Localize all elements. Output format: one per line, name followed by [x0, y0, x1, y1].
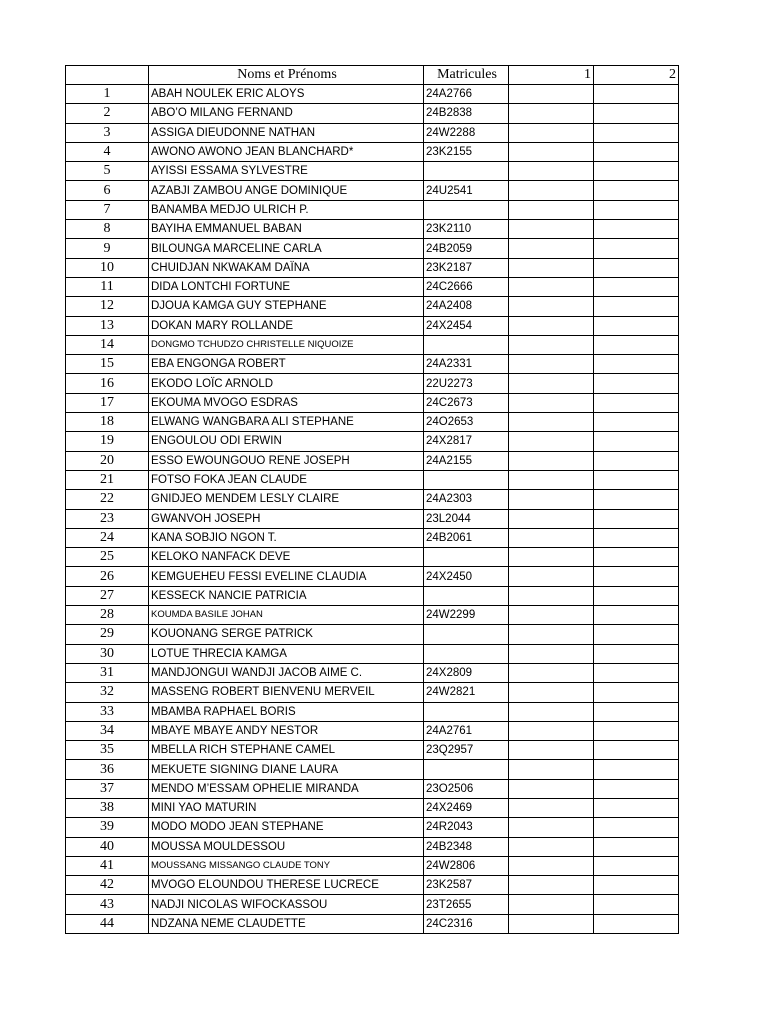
mark-cell-1 [509, 181, 594, 200]
table-row [66, 509, 679, 528]
student-matricule [424, 586, 509, 605]
row-number: 7 [66, 200, 149, 219]
student-matricule: 24R2043 [424, 818, 509, 837]
row-number: 15 [66, 355, 149, 374]
mark-cell-1 [509, 895, 594, 914]
mark-cell-1 [509, 316, 594, 335]
student-name: ESSO EWOUNGOUO RENE JOSEPH [149, 451, 424, 470]
row-number: 40 [66, 837, 149, 856]
row-number: 23 [66, 509, 149, 528]
table-row [66, 837, 679, 856]
student-matricule: 24A2155 [424, 451, 509, 470]
header-matricule: Matricules [424, 66, 509, 85]
student-matricule: 24W2288 [424, 123, 509, 142]
student-matricule: 24X2817 [424, 432, 509, 451]
mark-cell-1 [509, 432, 594, 451]
student-name: MOUSSANG MISSANGO CLAUDE TONY [149, 856, 424, 875]
row-number: 21 [66, 470, 149, 489]
mark-cell-1 [509, 85, 594, 104]
table-row [66, 586, 679, 605]
student-matricule: 23Q2957 [424, 741, 509, 760]
row-number: 27 [66, 586, 149, 605]
student-matricule: 24C2316 [424, 914, 509, 933]
row-number: 20 [66, 451, 149, 470]
table-row [66, 876, 679, 895]
table-row [66, 277, 679, 296]
student-name: KEMGUEHEU FESSI EVELINE CLAUDIA [149, 567, 424, 586]
student-name: DONGMO TCHUDZO CHRISTELLE NIQUOIZE [149, 335, 424, 354]
student-name: MINI YAO MATURIN [149, 798, 424, 817]
student-name: ABO’O MILANG FERNAND [149, 104, 424, 123]
mark-cell-1 [509, 413, 594, 432]
row-number: 14 [66, 335, 149, 354]
table-row [66, 895, 679, 914]
mark-cell-2 [594, 509, 679, 528]
student-matricule: 24A2303 [424, 490, 509, 509]
table-row [66, 663, 679, 682]
header-col-1: 1 [509, 66, 594, 85]
row-number: 22 [66, 490, 149, 509]
mark-cell-2 [594, 297, 679, 316]
header-number [66, 66, 149, 85]
student-name: BAYIHA EMMANUEL BABAN [149, 220, 424, 239]
row-number: 13 [66, 316, 149, 335]
mark-cell-2 [594, 258, 679, 277]
student-matricule: 24O2653 [424, 413, 509, 432]
row-number: 24 [66, 528, 149, 547]
student-matricule: 23L2044 [424, 509, 509, 528]
student-matricule: 22U2273 [424, 374, 509, 393]
table-row [66, 335, 679, 354]
student-matricule: 24A2761 [424, 721, 509, 740]
mark-cell-2 [594, 798, 679, 817]
student-name: MANDJONGUI WANDJI JACOB AIME C. [149, 663, 424, 682]
table-row [66, 702, 679, 721]
row-number: 37 [66, 779, 149, 798]
mark-cell-2 [594, 548, 679, 567]
row-number: 32 [66, 683, 149, 702]
student-name: AWONO AWONO JEAN BLANCHARD* [149, 142, 424, 161]
student-matricule: 24X2450 [424, 567, 509, 586]
mark-cell-2 [594, 683, 679, 702]
mark-cell-2 [594, 606, 679, 625]
mark-cell-1 [509, 663, 594, 682]
student-name: BILOUNGA MARCELINE CARLA [149, 239, 424, 258]
mark-cell-2 [594, 277, 679, 296]
student-matricule [424, 760, 509, 779]
mark-cell-1 [509, 509, 594, 528]
row-number: 36 [66, 760, 149, 779]
row-number: 44 [66, 914, 149, 933]
row-number: 29 [66, 625, 149, 644]
student-matricule [424, 470, 509, 489]
table-row [66, 741, 679, 760]
student-matricule: 24B2348 [424, 837, 509, 856]
row-number: 34 [66, 721, 149, 740]
table-row [66, 644, 679, 663]
student-matricule [424, 162, 509, 181]
student-matricule: 23T2655 [424, 895, 509, 914]
row-number: 43 [66, 895, 149, 914]
mark-cell-2 [594, 914, 679, 933]
mark-cell-1 [509, 162, 594, 181]
row-number: 28 [66, 606, 149, 625]
student-name: MVOGO ELOUNDOU THERESE LUCRECE [149, 876, 424, 895]
row-number: 11 [66, 277, 149, 296]
mark-cell-1 [509, 683, 594, 702]
student-name: EBA ENGONGA ROBERT [149, 355, 424, 374]
mark-cell-1 [509, 914, 594, 933]
row-number: 2 [66, 104, 149, 123]
mark-cell-1 [509, 200, 594, 219]
mark-cell-1 [509, 258, 594, 277]
student-name: EKOUMA MVOGO ESDRAS [149, 393, 424, 412]
mark-cell-2 [594, 586, 679, 605]
mark-cell-1 [509, 721, 594, 740]
student-name: NDZANA NEME CLAUDETTE [149, 914, 424, 933]
table-row [66, 567, 679, 586]
mark-cell-1 [509, 239, 594, 258]
student-matricule: 24U2541 [424, 181, 509, 200]
row-number: 4 [66, 142, 149, 161]
table-body [66, 85, 679, 934]
student-name: KOUONANG SERGE PATRICK [149, 625, 424, 644]
student-matricule: 23K2155 [424, 142, 509, 161]
student-name: FOTSO FOKA JEAN CLAUDE [149, 470, 424, 489]
row-number: 26 [66, 567, 149, 586]
mark-cell-2 [594, 162, 679, 181]
table-row [66, 297, 679, 316]
table-row [66, 123, 679, 142]
mark-cell-1 [509, 123, 594, 142]
student-name: AZABJI ZAMBOU ANGE DOMINIQUE [149, 181, 424, 200]
row-number: 19 [66, 432, 149, 451]
table-row [66, 142, 679, 161]
mark-cell-1 [509, 451, 594, 470]
mark-cell-1 [509, 220, 594, 239]
table-row [66, 528, 679, 547]
student-matricule: 24A2331 [424, 355, 509, 374]
table-row [66, 721, 679, 740]
mark-cell-2 [594, 702, 679, 721]
header-row [66, 66, 679, 85]
student-matricule: 23K2110 [424, 220, 509, 239]
row-number: 25 [66, 548, 149, 567]
mark-cell-2 [594, 393, 679, 412]
table-row [66, 818, 679, 837]
mark-cell-2 [594, 625, 679, 644]
student-matricule: 23K2187 [424, 258, 509, 277]
mark-cell-2 [594, 490, 679, 509]
student-name: MBAYE MBAYE ANDY NESTOR [149, 721, 424, 740]
student-name: KANA SOBJIO NGON T. [149, 528, 424, 547]
table-row [66, 625, 679, 644]
mark-cell-1 [509, 490, 594, 509]
table-row [66, 490, 679, 509]
mark-cell-1 [509, 779, 594, 798]
row-number: 12 [66, 297, 149, 316]
student-matricule [424, 548, 509, 567]
mark-cell-2 [594, 355, 679, 374]
row-number: 33 [66, 702, 149, 721]
table-row [66, 856, 679, 875]
mark-cell-1 [509, 741, 594, 760]
row-number: 39 [66, 818, 149, 837]
mark-cell-2 [594, 451, 679, 470]
student-matricule: 23K2587 [424, 876, 509, 895]
mark-cell-2 [594, 239, 679, 258]
table-row [66, 200, 679, 219]
row-number: 30 [66, 644, 149, 663]
mark-cell-2 [594, 528, 679, 547]
row-number: 5 [66, 162, 149, 181]
table-row [66, 393, 679, 412]
student-matricule: 24W2299 [424, 606, 509, 625]
student-name: BANAMBA MEDJO ULRICH P. [149, 200, 424, 219]
student-name: MOUSSA MOULDESSOU [149, 837, 424, 856]
student-name: MENDO M’ESSAM OPHELIE MIRANDA [149, 779, 424, 798]
student-name: NADJI NICOLAS WIFOCKASSOU [149, 895, 424, 914]
mark-cell-1 [509, 335, 594, 354]
student-matricule: 23O2506 [424, 779, 509, 798]
table-row [66, 760, 679, 779]
table-row [66, 239, 679, 258]
student-matricule: 24C2673 [424, 393, 509, 412]
table-row [66, 798, 679, 817]
row-number: 1 [66, 85, 149, 104]
mark-cell-2 [594, 856, 679, 875]
student-matricule: 24A2766 [424, 85, 509, 104]
mark-cell-2 [594, 876, 679, 895]
mark-cell-1 [509, 856, 594, 875]
table-row [66, 316, 679, 335]
student-name: ABAH NOULEK ERIC ALOYS [149, 85, 424, 104]
student-name: EKODO LOÏC ARNOLD [149, 374, 424, 393]
mark-cell-2 [594, 85, 679, 104]
mark-cell-2 [594, 779, 679, 798]
student-name: MEKUETE SIGNING DIANE LAURA [149, 760, 424, 779]
table-row [66, 104, 679, 123]
mark-cell-2 [594, 567, 679, 586]
student-matricule: 24W2806 [424, 856, 509, 875]
mark-cell-1 [509, 142, 594, 161]
student-matricule: 24B2059 [424, 239, 509, 258]
mark-cell-1 [509, 277, 594, 296]
mark-cell-1 [509, 470, 594, 489]
table-row [66, 85, 679, 104]
mark-cell-1 [509, 374, 594, 393]
mark-cell-2 [594, 335, 679, 354]
mark-cell-1 [509, 528, 594, 547]
table-row [66, 355, 679, 374]
student-name: KESSECK NANCIE PATRICIA [149, 586, 424, 605]
table-row [66, 606, 679, 625]
mark-cell-1 [509, 837, 594, 856]
mark-cell-1 [509, 818, 594, 837]
row-number: 17 [66, 393, 149, 412]
mark-cell-1 [509, 104, 594, 123]
row-number: 6 [66, 181, 149, 200]
student-name: ELWANG WANGBARA ALI STEPHANE [149, 413, 424, 432]
mark-cell-1 [509, 606, 594, 625]
mark-cell-1 [509, 393, 594, 412]
mark-cell-1 [509, 586, 594, 605]
row-number: 16 [66, 374, 149, 393]
student-name: DJOUA KAMGA GUY STEPHANE [149, 297, 424, 316]
student-matricule: 24X2454 [424, 316, 509, 335]
student-name: DIDA LONTCHI FORTUNE [149, 277, 424, 296]
mark-cell-2 [594, 760, 679, 779]
student-name: ENGOULOU ODI ERWIN [149, 432, 424, 451]
mark-cell-2 [594, 413, 679, 432]
table-row [66, 451, 679, 470]
mark-cell-1 [509, 297, 594, 316]
student-name: MBAMBA RAPHAEL BORIS [149, 702, 424, 721]
mark-cell-1 [509, 760, 594, 779]
student-name: GWANVOH JOSEPH [149, 509, 424, 528]
table-row [66, 432, 679, 451]
row-number: 10 [66, 258, 149, 277]
table-row [66, 181, 679, 200]
student-matricule: 24B2061 [424, 528, 509, 547]
student-matricule: 24C2666 [424, 277, 509, 296]
mark-cell-2 [594, 837, 679, 856]
student-matricule: 24W2821 [424, 683, 509, 702]
table-row [66, 683, 679, 702]
student-list-table [65, 65, 679, 934]
student-matricule: 24A2408 [424, 297, 509, 316]
student-name: MODO MODO JEAN STEPHANE [149, 818, 424, 837]
mark-cell-2 [594, 200, 679, 219]
student-matricule: 24X2809 [424, 663, 509, 682]
table-row [66, 258, 679, 277]
mark-cell-2 [594, 741, 679, 760]
table-row [66, 220, 679, 239]
mark-cell-1 [509, 548, 594, 567]
mark-cell-1 [509, 355, 594, 374]
mark-cell-2 [594, 721, 679, 740]
table-row [66, 374, 679, 393]
table-row [66, 548, 679, 567]
student-name: ASSIGA DIEUDONNE NATHAN [149, 123, 424, 142]
mark-cell-2 [594, 142, 679, 161]
mark-cell-1 [509, 702, 594, 721]
row-number: 31 [66, 663, 149, 682]
row-number: 3 [66, 123, 149, 142]
mark-cell-1 [509, 798, 594, 817]
student-name: GNIDJEO MENDEM LESLY CLAIRE [149, 490, 424, 509]
student-name: MASSENG ROBERT BIENVENU MERVEIL [149, 683, 424, 702]
mark-cell-2 [594, 644, 679, 663]
mark-cell-1 [509, 876, 594, 895]
mark-cell-2 [594, 663, 679, 682]
row-number: 18 [66, 413, 149, 432]
mark-cell-1 [509, 625, 594, 644]
mark-cell-2 [594, 470, 679, 489]
student-name: MBELLA RICH STEPHANE CAMEL [149, 741, 424, 760]
mark-cell-2 [594, 818, 679, 837]
student-matricule [424, 200, 509, 219]
mark-cell-1 [509, 567, 594, 586]
student-matricule [424, 335, 509, 354]
mark-cell-1 [509, 644, 594, 663]
student-name: CHUIDJAN NKWAKAM DAÏNA [149, 258, 424, 277]
student-matricule [424, 702, 509, 721]
student-name: LOTUE THRECIA KAMGA [149, 644, 424, 663]
student-matricule [424, 625, 509, 644]
row-number: 41 [66, 856, 149, 875]
table-row [66, 914, 679, 933]
row-number: 42 [66, 876, 149, 895]
student-name: AYISSI ESSAMA SYLVESTRE [149, 162, 424, 181]
student-name: KOUMDA BASILE JOHAN [149, 606, 424, 625]
mark-cell-2 [594, 895, 679, 914]
table-row [66, 413, 679, 432]
header-name: Noms et Prénoms [149, 66, 424, 85]
mark-cell-2 [594, 181, 679, 200]
row-number: 38 [66, 798, 149, 817]
header-col-2: 2 [594, 66, 679, 85]
row-number: 9 [66, 239, 149, 258]
table-row [66, 779, 679, 798]
student-matricule [424, 644, 509, 663]
row-number: 35 [66, 741, 149, 760]
student-name: KELOKO NANFACK DEVE [149, 548, 424, 567]
mark-cell-2 [594, 432, 679, 451]
mark-cell-2 [594, 374, 679, 393]
student-matricule: 24B2838 [424, 104, 509, 123]
mark-cell-2 [594, 123, 679, 142]
mark-cell-2 [594, 316, 679, 335]
mark-cell-2 [594, 220, 679, 239]
student-name: DOKAN MARY ROLLANDE [149, 316, 424, 335]
mark-cell-2 [594, 104, 679, 123]
table-row [66, 162, 679, 181]
table-row [66, 470, 679, 489]
row-number: 8 [66, 220, 149, 239]
student-matricule: 24X2469 [424, 798, 509, 817]
